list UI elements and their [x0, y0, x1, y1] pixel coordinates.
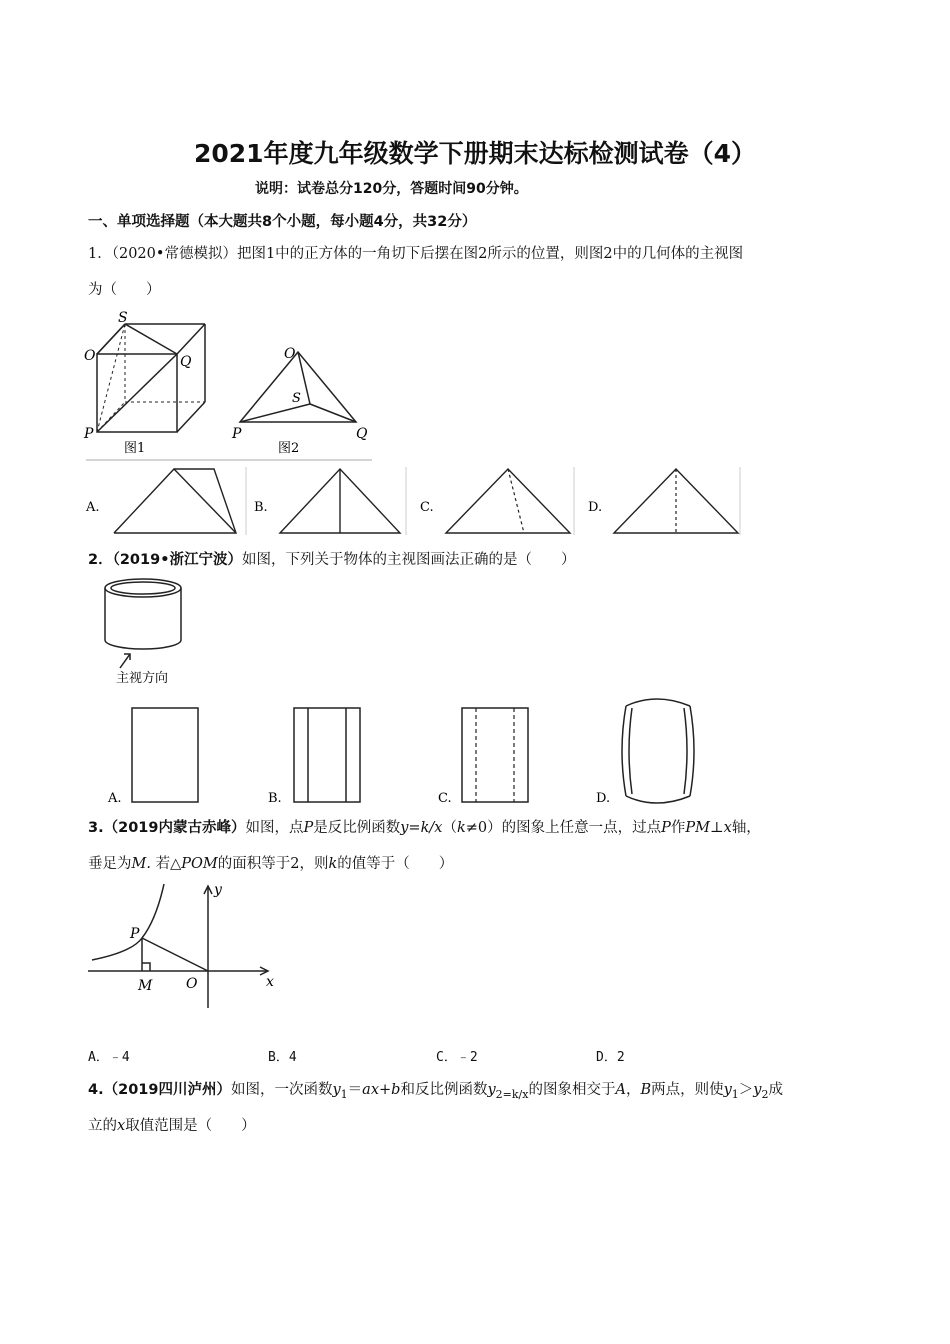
q3-text: 垂足为: [88, 856, 132, 872]
q1-text-line1: 把图1中的正方体的一角切下后摆在图2所示的位置，则图2中的几何体的主视图: [236, 246, 744, 262]
label-O: O: [84, 348, 96, 364]
q1-option-A-shape: [114, 469, 236, 533]
q3-var-k: k: [456, 820, 466, 836]
q4-text: 取值范围是（ ）: [125, 1118, 256, 1134]
q4-var-b: b: [391, 1082, 401, 1098]
section-heading: 一、单项选择题（本大题共8个小题，每小题4分，共32分）: [88, 214, 477, 230]
q3-line2: [88, 848, 868, 880]
q1-options: [84, 465, 744, 537]
q1-option-D-shape: [614, 469, 738, 533]
q2-options: [100, 690, 720, 812]
q2-option-D-label: D.: [596, 791, 611, 806]
q4-var-y: y: [487, 1082, 496, 1098]
q4-source: （2019四川泸州）: [103, 1082, 231, 1098]
question-1: [88, 238, 868, 270]
q3-var-POM: POM: [181, 856, 218, 872]
q1-source: （2020•常德模拟）: [111, 246, 237, 262]
q3-text: （: [442, 820, 457, 836]
q4-text: ，: [625, 1082, 641, 1098]
q4-var-ax: ax: [362, 1082, 379, 1098]
exam-note: 说明：试卷总分120分，答题时间90分钟。: [255, 181, 528, 197]
q4-var-A: A: [615, 1082, 626, 1098]
fig1-label: 图1: [124, 441, 146, 456]
q3-text: 的面积等于2，则: [217, 856, 329, 872]
hyperbola-branch: [92, 884, 164, 960]
q2-view-direction: 主视方向: [116, 671, 169, 686]
q4-text: ＝: [347, 1082, 363, 1098]
q3-var-k: k: [328, 856, 338, 872]
q4-subscript: 1: [340, 1087, 348, 1101]
q4-line2: [88, 1110, 868, 1142]
origin-O-label: O: [186, 976, 198, 992]
q3-text: 的值等于（ ）: [337, 856, 454, 872]
q1-option-B-label: B.: [254, 500, 268, 515]
question-4: [88, 1074, 868, 1111]
point-M-label: M: [138, 978, 153, 994]
q1-number: 1．: [88, 246, 112, 262]
q2-option-A-label: A.: [108, 791, 122, 806]
question-2: [88, 544, 868, 576]
q3-text: 如图，点: [245, 820, 304, 836]
q4-text: 和反比例函数: [400, 1082, 488, 1098]
q3-option-A: A．﹣4: [88, 1050, 130, 1065]
label-S2: S: [292, 391, 301, 406]
q3-option-D: D．2: [596, 1050, 625, 1065]
q4-text: 立的: [88, 1118, 117, 1134]
q4-text: ＞: [738, 1082, 754, 1098]
q2-option-D-shape: [622, 699, 694, 803]
q4-text: 的图象相交于: [528, 1082, 616, 1098]
fig2-triangle: [240, 352, 356, 422]
q4-subscript: 2: [761, 1087, 769, 1101]
q1-option-D-label: D.: [588, 500, 603, 515]
q3-var-P: P: [661, 820, 671, 836]
q4-text: 两点，则使: [651, 1082, 724, 1098]
q4-text: 成: [768, 1082, 783, 1098]
label-Q2: Q: [356, 426, 368, 442]
fig2-label: 图2: [278, 441, 300, 456]
q4-number: 4.: [88, 1082, 104, 1098]
label-P2: P: [232, 426, 242, 442]
q2-option-B-label: B.: [268, 791, 282, 806]
q4-text: +: [379, 1082, 392, 1098]
q2-source: （2019•浙江宁波）: [112, 552, 242, 568]
q1-option-B-shape: [280, 469, 400, 533]
q4-var-y: y: [332, 1082, 341, 1098]
q3-var-PM: PM: [685, 820, 710, 836]
q2-option-C-shape: [462, 708, 528, 802]
q1-figure: [80, 308, 380, 464]
question-3: [88, 812, 868, 844]
q3-func: y=k/x: [400, 820, 443, 836]
q3-number: 3.: [88, 820, 104, 836]
axis-y-label: y: [214, 882, 222, 898]
q3-var-x: x: [723, 820, 732, 836]
axis-x-label: x: [266, 974, 274, 990]
q3-text: 是反比例函数: [313, 820, 401, 836]
q1-option-A-label: A.: [86, 500, 100, 515]
q2-option-A-shape: [132, 708, 198, 802]
label-Q: Q: [180, 354, 192, 370]
q4-var-B: B: [640, 1082, 652, 1098]
label-O2: O: [284, 346, 296, 362]
label-P: P: [84, 426, 94, 442]
q2-option-C-label: C.: [438, 791, 452, 806]
q4-var-y: y: [723, 1082, 732, 1098]
q4-var-x: x: [117, 1118, 126, 1134]
page-title: 2021年度九年级数学下册期末达标检测试卷（4）: [194, 139, 756, 168]
q2-option-B-shape: [294, 708, 360, 802]
q3-option-B: B．4: [268, 1050, 297, 1065]
q4-subscript: 2=k/x: [495, 1087, 529, 1101]
q3-text: 作: [670, 820, 686, 836]
q4-subscript: 1: [731, 1087, 739, 1101]
q3-var-P: P: [303, 820, 314, 836]
q3-var-M: M.: [131, 856, 151, 872]
q3-text: ≠0）的图象上任意一点，过点: [465, 820, 662, 836]
q3-text: ⊥: [709, 820, 724, 836]
q1-text-line2: 为（ ）: [88, 282, 161, 298]
q1-option-C-label: C.: [420, 500, 434, 515]
q4-text: 如图，一次函数: [230, 1082, 333, 1098]
q3-source: （2019内蒙古赤峰）: [103, 820, 246, 836]
q2-text: 如图，下列关于物体的主视图画法正确的是（ ）: [241, 552, 576, 568]
q3-option-C: C．﹣2: [436, 1050, 478, 1065]
q3-text: 轴，: [731, 820, 761, 836]
label-S: S: [118, 310, 128, 326]
q1-option-C-shape: [446, 469, 570, 533]
q2-number: 2．: [88, 552, 113, 568]
q3-figure: [84, 880, 284, 1010]
q3-text: 若△: [150, 856, 182, 872]
point-P-label: P: [130, 926, 140, 942]
q2-figure: [100, 576, 210, 686]
q4-var-y: y: [753, 1082, 762, 1098]
